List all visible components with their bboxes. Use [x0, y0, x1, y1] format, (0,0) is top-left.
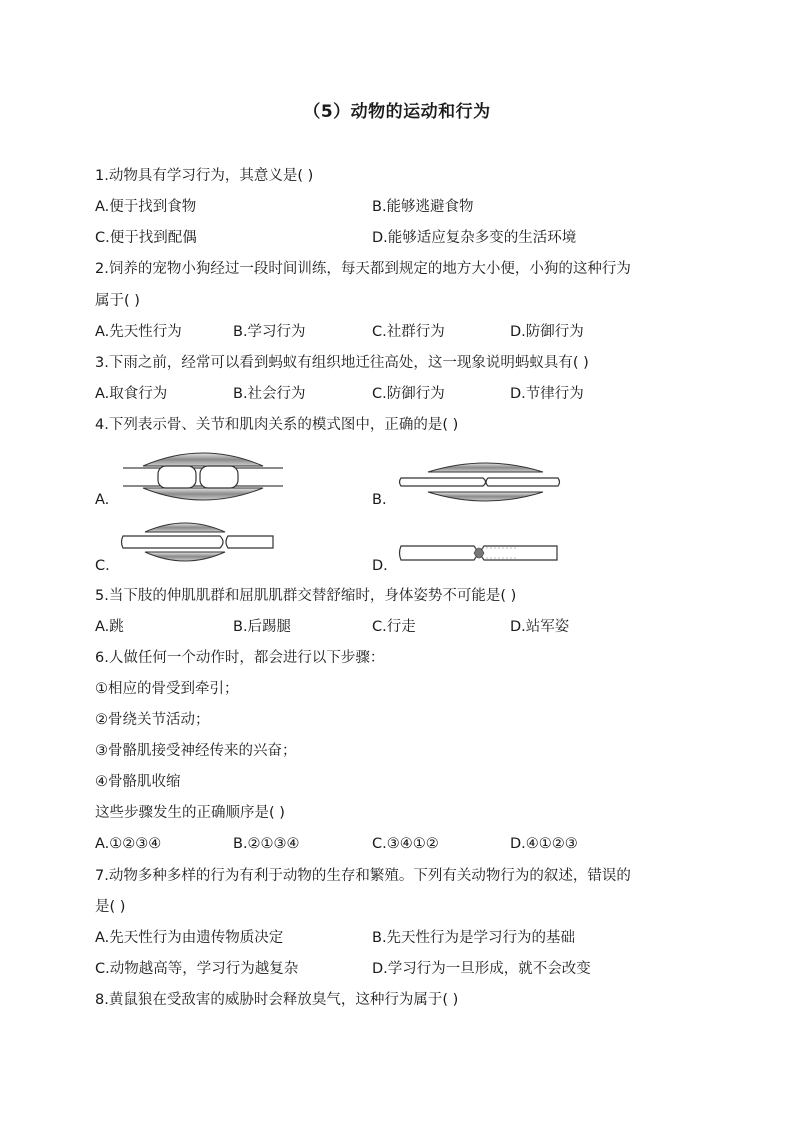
figure-label-d: D.: [372, 558, 388, 574]
figure-label-a: A.: [95, 492, 110, 508]
q1-option-d: D.能够适应复杂多变的生活环境: [372, 230, 577, 246]
figure-label-c: C.: [95, 558, 110, 574]
q6-step-2: ②骨绕关节活动；: [95, 712, 210, 728]
q6-prompt: 这些步骤发生的正确顺序是( ): [95, 805, 285, 821]
figure-c-bone-joint-muscle: [120, 518, 276, 566]
q3-option-c: C.防御行为: [372, 386, 445, 402]
q3-option-d: D.节律行为: [510, 386, 584, 402]
q6-step-1: ①相应的骨受到牵引；: [95, 681, 239, 697]
q2-option-a: A.先天性行为: [95, 324, 182, 340]
question-8-stem: 8.黄鼠狼在受敌害的威胁时会释放臭气，这种行为属于( ): [95, 992, 459, 1008]
q1-option-c: C.便于找到配偶: [95, 230, 197, 246]
q6-option-d: D.④①②③: [510, 836, 578, 852]
question-3-stem: 3.下雨之前，经常可以看到蚂蚁有组织地迁往高处，这一现象说明蚂蚁具有( ): [95, 355, 589, 371]
question-1-stem: 1.动物具有学习行为，其意义是( ): [95, 168, 314, 184]
q5-option-c: C.行走: [372, 619, 416, 635]
q5-option-b: B.后踢腿: [233, 619, 292, 635]
figure-d-bone-joint-muscle: [398, 540, 560, 566]
q7-option-b: B.先天性行为是学习行为的基础: [372, 930, 576, 946]
question-6-stem: 6.人做任何一个动作时，都会进行以下步骤：: [95, 650, 385, 666]
question-4-stem: 4.下列表示骨、关节和肌肉关系的模式图中，正确的是( ): [95, 417, 459, 433]
question-7-stem-line2: 是( ): [95, 899, 126, 915]
q1-option-b: B.能够逃避食物: [372, 199, 474, 215]
q5-option-a: A.跳: [95, 619, 124, 635]
q2-option-d: D.防御行为: [510, 324, 584, 340]
q6-option-c: C.③④①②: [372, 836, 439, 852]
q2-option-c: C.社群行为: [372, 324, 445, 340]
q6-step-4: ④骨骼肌收缩: [95, 774, 181, 790]
question-2-stem-line2: 属于( ): [95, 293, 140, 309]
q1-option-a: A.便于找到食物: [95, 199, 197, 215]
q3-option-a: A.取食行为: [95, 386, 168, 402]
q6-option-a: A.①②③④: [95, 836, 162, 852]
q6-step-3: ③骨骼肌接受神经传来的兴奋；: [95, 743, 297, 759]
figure-b-bone-joint-muscle: [398, 458, 563, 506]
question-5-stem: 5.当下肢的伸肌肌群和屈肌肌群交替舒缩时，身体姿势不可能是( ): [95, 588, 517, 604]
figure-a-bone-joint-muscle: [118, 446, 288, 508]
q6-option-b: B.②①③④: [233, 836, 300, 852]
figure-label-b: B.: [372, 492, 387, 508]
question-7-stem-line1: 7.动物多种多样的行为有利于动物的生存和繁殖。下列有关动物行为的叙述，错误的: [95, 868, 631, 884]
q7-option-a: A.先天性行为由遗传物质决定: [95, 930, 284, 946]
question-2-stem-line1: 2.饲养的宠物小狗经过一段时间训练，每天都到规定的地方大小便，小狗的这种行为: [95, 261, 631, 277]
q2-option-b: B.学习行为: [233, 324, 306, 340]
q5-option-d: D.站军姿: [510, 619, 570, 635]
q7-option-c: C.动物越高等，学习行为越复杂: [95, 961, 299, 977]
q7-option-d: D.学习行为一旦形成，就不会改变: [372, 961, 591, 977]
page-title: （5）动物的运动和行为: [303, 102, 491, 122]
q3-option-b: B.社会行为: [233, 386, 306, 402]
